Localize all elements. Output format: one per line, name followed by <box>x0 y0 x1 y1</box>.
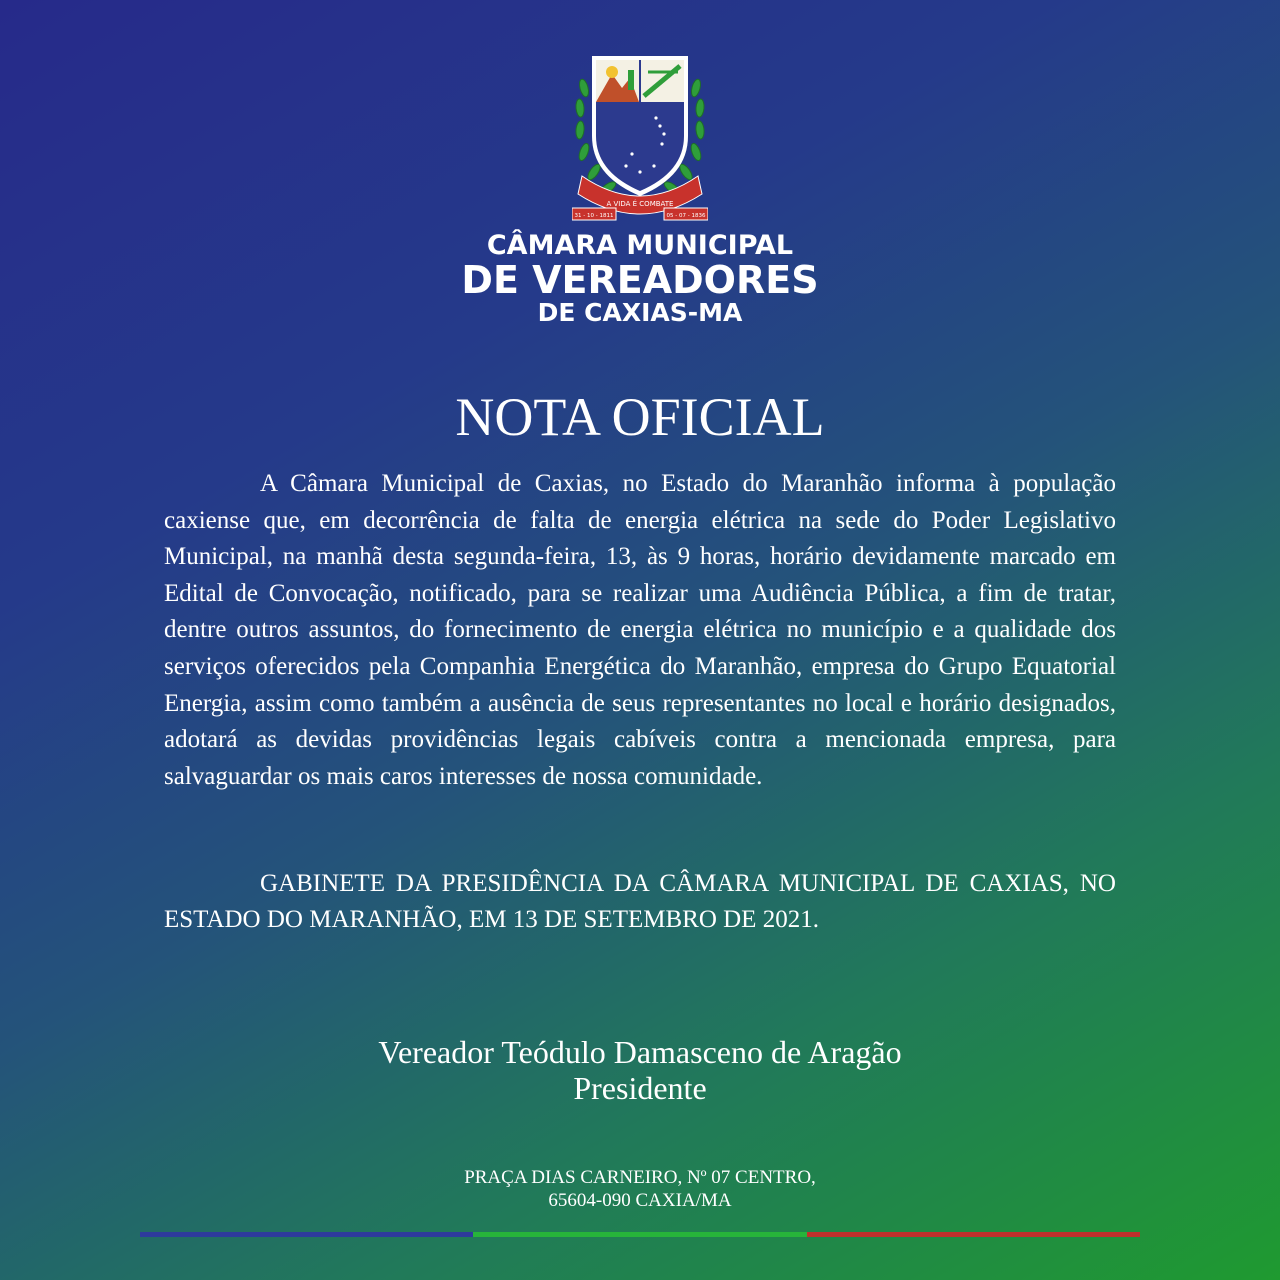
org-name-line3: DE CAXIAS-MA <box>537 298 743 327</box>
footer-bar-blue <box>140 1232 473 1237</box>
document-closing: GABINETE DA PRESIDÊNCIA DA CÂMARA MUNICIPAL DE CAXIAS, NO ESTADO DO MARANHÃO, EM 13 DE SETEMBRO DE 2021. <box>164 870 1116 933</box>
signer-name: Vereador Teódulo Damasceno de Aragão <box>378 1034 902 1070</box>
municipal-coat-of-arms-icon <box>572 48 708 224</box>
signer-role: Presidente <box>573 1070 707 1106</box>
footer-bar-green <box>473 1232 807 1237</box>
address-line1: PRAÇA DIAS CARNEIRO, Nº 07 CENTRO, <box>464 1167 816 1188</box>
org-name-line2: DE VEREADORES <box>461 258 819 302</box>
crest-date-left: 31 - 10 - 1811 <box>574 213 614 219</box>
document-title: NOTA OFICIAL <box>455 387 825 447</box>
document-paragraph: A Câmara Municipal de Caxias, no Estado do Maranhão informa à população caxiense que, em decorrência de falta de energia elétrica na sede do Poder Legislativo Municipal, na manhã desta segunda-feira, 13, às 9 horas, horário devidamente marcado em Edital de Convocação, notificado, para se realizar uma Audiência Pública, a fim de tratar, dentre outros assuntos, do fornecimento de energia elétrica no município e a qualidade dos serviços oferecidos pela Companhia Energética do Maranhão, empresa do Grupo Equatorial Energia, assim como também a ausência de seus representantes no local e horário designados, adotará as devidas providências legais cabíveis contra a mencionada empresa, para salvaguardar os mais caros interesses de nossa comunidade. <box>164 470 1116 790</box>
address-line2: 65604-090 CAXIA/MA <box>548 1190 732 1211</box>
crest-motto: A VIDA É COMBATE <box>606 200 674 208</box>
footer-bar-red <box>807 1232 1140 1237</box>
crest-date-right: 05 - 07 - 1836 <box>666 213 706 219</box>
org-name-line1: CÂMARA MUNICIPAL <box>486 230 794 261</box>
